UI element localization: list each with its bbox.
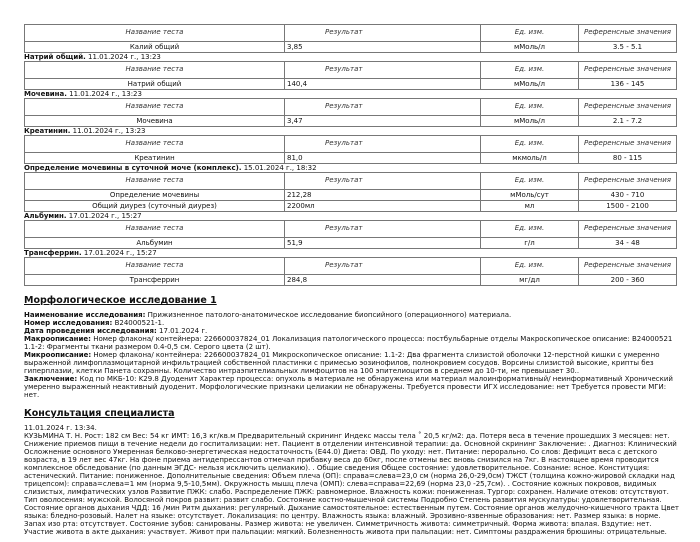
table-header [25,62,677,79]
header-name: Название теста [25,221,285,238]
test-result: 140,4 [285,79,481,90]
header-ref: Референсные значения [579,173,677,190]
header-unit: Ед. изм. [481,173,579,190]
header-unit: Ед. изм. [481,62,579,79]
header-ref: Референсные значения [579,62,677,79]
lab-table [24,61,677,90]
lab-table [24,135,677,164]
morphology-section [24,295,680,399]
consultation-datetime: 11.01.2024 г. 13:34. [24,424,97,432]
lab-section-title [24,249,676,257]
test-unit: мМоль/л [481,116,579,127]
header-result: Результат [285,25,481,42]
field-label: Заключение: [24,375,78,383]
header-ref: Референсные значения [579,258,677,275]
field-value: Номер флакона/ контейнера: 226600037824_01 Локализация патологического процесса: постбульбарные отделы Макроскопическое описание: B24000521 1.1-2: Фрагменты ткани размером 0.4-0,5 см. Серого цвета (2 шт). [24,335,673,351]
field-label: Микроописание: [24,351,92,359]
header-unit: Ед. изм. [481,99,579,116]
test-reference: 200 - 360 [579,275,677,286]
header-name: Название теста [25,173,285,190]
header-ref: Референсные значения [579,221,677,238]
morphology-heading: Морфологическое исследование 1 [24,295,217,306]
field-label: Наименование исследования: [24,311,146,319]
header-ref: Референсные значения [579,136,677,153]
morphology-field [24,335,680,351]
header-name: Название теста [25,99,285,116]
header-result: Результат [285,99,481,116]
lab-table [24,220,677,249]
table-row [25,275,677,286]
lab-table [24,98,677,127]
test-name: Креатинин [25,153,285,164]
test-name: Определение мочевины [25,190,285,201]
test-unit: мкмоль/л [481,153,579,164]
field-value: B24000521-1. [114,319,165,327]
lab-test-date: 17.01.2024 г., 15:27 [68,212,142,220]
lab-test-date: 15.01.2024 г., 18:32 [243,164,317,172]
header-ref: Референсные значения [579,25,677,42]
test-unit: мМоль/сут [481,190,579,201]
test-unit: г/л [481,238,579,249]
test-name: Калий общий [25,42,285,53]
test-unit: мМоль/л [481,42,579,53]
lab-table [24,257,677,286]
test-name: Общий диурез (суточный диурез) [25,201,285,212]
test-reference: 2.1 - 7.2 [579,116,677,127]
consultation-heading: Консультация специалиста [24,408,175,419]
test-result: 51,9 [285,238,481,249]
header-name: Название теста [25,258,285,275]
lab-section-title [24,127,676,135]
header-result: Результат [285,258,481,275]
test-result: 212,28 [285,190,481,201]
header-unit: Ед. изм. [481,258,579,275]
field-label: Дата проведения исследования: [24,327,157,335]
lab-test-name: Креатинин. [24,127,71,135]
table-row [25,238,677,249]
header-unit: Ед. изм. [481,221,579,238]
header-result: Результат [285,221,481,238]
lab-section-title [24,164,676,172]
table-row [25,116,677,127]
lab-results [24,24,676,286]
test-reference: 430 - 710 [579,190,677,201]
lab-table [24,24,677,53]
morphology-fields [24,311,680,399]
table-header [25,173,677,190]
header-unit: Ед. изм. [481,136,579,153]
lab-section-title [24,90,676,98]
header-result: Результат [285,173,481,190]
test-name: Альбумин [25,238,285,249]
lab-test-date: 11.01.2024 г., 13:23 [72,127,146,135]
header-result: Результат [285,62,481,79]
test-reference: 136 - 145 [579,79,677,90]
field-value: Номер флакона/ контейнера: 226600037824_01 Микроскопическое описание: 1.1-2: Два фрагмента слизистой оболочки 12-перстной кишки с умеренно выраженной лимфоплазмоцитарной инфильтрацией собственной пластинки с примесью эозинофилов, полнокровием сосудов. Ворсины слизистой высокие, крипты без гиперплазии, клетки Панета сохранны. Количество интраэпителиальных лимфоцитов на 100 эпителиоцитов в среднем до 10-ти, не превышает 30.. [24,351,660,375]
test-name: Натрий общий [25,79,285,90]
header-name: Название теста [25,25,285,42]
table-row [25,79,677,90]
morphology-field [24,327,680,335]
test-reference: 3.5 - 5.1 [579,42,677,53]
test-unit: мл [481,201,579,212]
test-unit: мМоль/л [481,79,579,90]
test-reference: 80 - 115 [579,153,677,164]
test-unit: мг/дл [481,275,579,286]
header-name: Название теста [25,62,285,79]
header-unit: Ед. изм. [481,25,579,42]
table-header [25,221,677,238]
table-header [25,136,677,153]
table-header [25,258,677,275]
lab-test-name: Натрий общий. [24,53,86,61]
test-reference: 1500 - 2100 [579,201,677,212]
morphology-field [24,375,680,399]
table-row [25,153,677,164]
morphology-field [24,351,680,375]
table-row [25,42,677,53]
table-header [25,25,677,42]
field-label: Номер исследования: [24,319,113,327]
field-label: Макроописание: [24,335,91,343]
lab-table [24,172,677,212]
morphology-field [24,311,680,319]
table-row [25,190,677,201]
table-header [25,99,677,116]
lab-test-name: Альбумин. [24,212,67,220]
test-result: 3,47 [285,116,481,127]
lab-test-name: Мочевина. [24,90,67,98]
morphology-field [24,319,680,327]
lab-section-title [24,53,676,61]
test-reference: 34 - 48 [579,238,677,249]
lab-section-title [24,212,676,220]
header-result: Результат [285,136,481,153]
field-value: Прижизненное патолого-анатомическое исследование биопсийного (операционного) материала. [147,311,512,319]
field-value: 17.01.2024 г. [159,327,208,335]
table-row [25,201,677,212]
consultation-section [24,408,680,536]
test-result: 2200мл [285,201,481,212]
lab-test-date: 11.01.2024 г., 13:23 [69,90,142,98]
lab-test-name: Определение мочевины в суточной моче (комплекс). [24,164,242,172]
field-value: Код по МКБ-10: K29.8 Дуоденит Характер процесса: опухоль в материале не обнаружена или материал малоинформативный/ неинформативный Хронический умеренно выраженный неактивный дуоденит. Морфологические признаки целиакии не обнаружены. Требуется провести ИГХ исследование: нет Требуется провести МГИ: нет. [24,375,673,399]
test-result: 284,8 [285,275,481,286]
consultation-text: КУЗЬМИНА Т. Н. Рост: 182 см Вес: 54 кг ИМТ: 16,3 кг/кв.м Предварительный скрининг Индекс массы тела ˚ 20,5 кг/м2: да. Потеря веса в течение прошедших 3 месяцев: нет. Снижение приемов пищи в течение недели до госпитализации: нет. Пациент в отделении интенсивной терапии: да. Основной скрининг Заключение: . Диагноз: Клинический Осложнение основного Умеренная белково-энергетическая недостаточность (E44.0) Диета: ОВД. По уходу: нет. Питание: перорально. Со слов: Дефицит веса с детского возраста, в 19 лет вес 47кг. На фоне приема антидепрессантов отмечал прибавку веса до 60кг, после отмены вес вновь снизился на 7кг. В настоящее время проводится комплексное обследование (по данным ЭГДС- нельзя исключить целиакию). . Общие сведения Общее состояние: удовлетворительное. Сознание: ясное. Конституция: астенический. Питание: пониженное. Дополнительные сведения: Объем плеча (ОП): справа=слева=23,0 см (норма 26,0-29,0см) ТЖСТ (толщина кожно-жировой складки над трицепсом): справа=слева=1 мм (норма 9,5-10,5мм). Окружность мышц плеча (ОМП): слева=справа=22,69 (норма 23,0 -25,7см). . Состояние кожных покровов, видимых слизистых, лимфатических узлов Развитие ПЖК: слабо. Распределение ПЖК: равномерное. Влажность кожи: пониженная. Тургор: сохранен. Наличие отеков: отсутствуют. Тип оволосения: мужской. Волосяной покров развит: развит слабо. Состояние костно-мышечной системы Подробно Степень развития мускулатуры: удовлетворительная. Состояние органов дыхания ЧДД: 16 /мин Ритм дыхания: регулярный. Дыхание самостоятельное: естественным путем. Состояние органов желудочно-кишечного тракта Цвет языка: бледно-розовый. Налет на языке: отсутствует. Локализация: по центру. Влажность языка: влажный. Эрозивно-язвенные образования: нет. Размер языка: в норме. Запах изо рта: отсутствует. Состояние зубов: санированы. Размер живота: не увеличен. Симметричность живота: симметричный. Форма живота: впалая. Вздутие: нет. Участие живота в акте дыхания: участвует. Живот при пальпации: мягкий. Болезненность живота при пальпации: нет. Симптомы раздражения брюшины: отрицательные. [24,432,679,536]
test-result: 3,85 [285,42,481,53]
lab-test-name: Трансферрин. [24,249,82,257]
test-name: Мочевина [25,116,285,127]
test-name: Трансферрин [25,275,285,286]
header-name: Название теста [25,136,285,153]
test-result: 81,0 [285,153,481,164]
header-ref: Референсные значения [579,99,677,116]
lab-test-date: 17.01.2024 г., 15:27 [83,249,157,257]
lab-test-date: 11.01.2024 г., 13:23 [88,53,161,61]
